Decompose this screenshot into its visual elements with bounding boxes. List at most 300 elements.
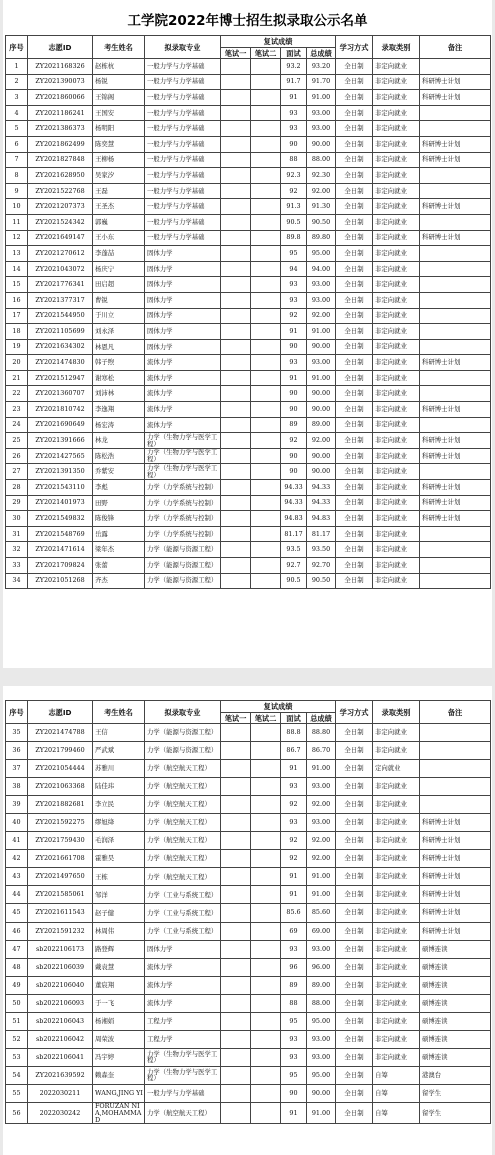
cell-id: ZY2021709824 xyxy=(28,558,93,574)
cell-remark xyxy=(420,168,491,184)
cell-written1 xyxy=(221,922,251,940)
cell-category: 非定向就业 xyxy=(373,868,420,886)
cell-mode: 全日制 xyxy=(336,480,373,496)
table-row xyxy=(6,976,491,994)
cell-interview: 92 xyxy=(281,850,307,868)
table-row xyxy=(6,558,491,574)
cell-remark: 硕博连读 xyxy=(420,1030,491,1048)
cell-interview: 88 xyxy=(281,152,307,168)
cell-remark: 硕博连读 xyxy=(420,994,491,1012)
header-interview: 面试 xyxy=(281,713,307,724)
cell-name: 戴袁慧 xyxy=(93,958,145,976)
cell-interview: 91.3 xyxy=(281,199,307,215)
cell-written1 xyxy=(221,832,251,850)
cell-name: 吴家汐 xyxy=(93,168,145,184)
cell-written1 xyxy=(221,1030,251,1048)
cell-category: 非定向就业 xyxy=(373,121,420,137)
cell-mode: 全日制 xyxy=(336,183,373,199)
cell-name: 林周伟 xyxy=(93,922,145,940)
cell-written1 xyxy=(221,152,251,168)
cell-mode: 全日制 xyxy=(336,558,373,574)
cell-category: 非定向就业 xyxy=(373,152,420,168)
cell-written1 xyxy=(221,724,251,742)
cell-id: ZY2021759430 xyxy=(28,832,93,850)
cell-interview: 92 xyxy=(281,183,307,199)
table-row xyxy=(6,760,491,778)
cell-name: 周荣波 xyxy=(93,1030,145,1048)
cell-written2 xyxy=(251,994,281,1012)
cell-seq: 24 xyxy=(6,417,28,433)
cell-mode: 全日制 xyxy=(336,573,373,589)
header-remark: 备注 xyxy=(420,36,491,59)
cell-name: 李彪 xyxy=(93,480,145,496)
cell-mode: 全日制 xyxy=(336,136,373,152)
cell-mode: 全日制 xyxy=(336,832,373,850)
cell-total: 69.00 xyxy=(307,922,336,940)
header-seq: 序号 xyxy=(6,36,28,59)
cell-written2 xyxy=(251,355,281,371)
cell-seq: 21 xyxy=(6,370,28,386)
cell-major: 流体力学 xyxy=(145,417,221,433)
cell-seq: 8 xyxy=(6,168,28,184)
cell-total: 92.00 xyxy=(307,308,336,324)
cell-total: 94.33 xyxy=(307,480,336,496)
cell-mode: 全日制 xyxy=(336,1084,373,1102)
cell-written2 xyxy=(251,814,281,832)
cell-major: 力学（能源与资源工程） xyxy=(145,724,221,742)
cell-id: ZY2021386373 xyxy=(28,121,93,137)
cell-name: 田启超 xyxy=(93,277,145,293)
cell-mode: 全日制 xyxy=(336,1102,373,1123)
cell-category: 自筹 xyxy=(373,1102,420,1123)
header-category: 录取类别 xyxy=(373,36,420,59)
cell-category: 非定向就业 xyxy=(373,168,420,184)
cell-id: sb2022106041 xyxy=(28,1048,93,1066)
cell-interview: 92.3 xyxy=(281,168,307,184)
cell-major: 固体力学 xyxy=(145,261,221,277)
cell-written1 xyxy=(221,778,251,796)
table-row xyxy=(6,495,491,511)
cell-category: 非定向就业 xyxy=(373,417,420,433)
cell-remark: 硕博连读 xyxy=(420,1012,491,1030)
cell-total: 90.00 xyxy=(307,1084,336,1102)
cell-written1 xyxy=(221,976,251,994)
cell-interview: 91 xyxy=(281,370,307,386)
cell-major: 一般力学与力学基础 xyxy=(145,1084,221,1102)
table-row xyxy=(6,526,491,542)
cell-written1 xyxy=(221,370,251,386)
cell-total: 91.00 xyxy=(307,760,336,778)
cell-mode: 全日制 xyxy=(336,495,373,511)
cell-major: 力学（生物力学与医学工程） xyxy=(145,1048,221,1066)
cell-seq: 18 xyxy=(6,324,28,340)
document-title: 工学院2022年博士招生拟录取公示名单 xyxy=(127,13,368,29)
cell-id: ZY2021592275 xyxy=(28,814,93,832)
cell-major: 流体力学 xyxy=(145,958,221,976)
cell-major: 一般力学与力学基础 xyxy=(145,59,221,75)
cell-written1 xyxy=(221,511,251,527)
table-row xyxy=(6,246,491,262)
cell-written2 xyxy=(251,904,281,922)
cell-id: ZY2021168326 xyxy=(28,59,93,75)
cell-mode: 全日制 xyxy=(336,230,373,246)
cell-seq: 19 xyxy=(6,339,28,355)
cell-id: ZY2021512947 xyxy=(28,370,93,386)
cell-interview: 93 xyxy=(281,105,307,121)
cell-total: 86.70 xyxy=(307,742,336,760)
table-row xyxy=(6,121,491,137)
cell-written2 xyxy=(251,1030,281,1048)
table-row xyxy=(6,402,491,418)
cell-category: 非定向就业 xyxy=(373,778,420,796)
cell-seq: 15 xyxy=(6,277,28,293)
cell-id: ZY2021862499 xyxy=(28,136,93,152)
cell-seq: 40 xyxy=(6,814,28,832)
cell-written1 xyxy=(221,464,251,480)
cell-major: 力学（航空航天工程） xyxy=(145,778,221,796)
cell-remark: 科研博士计划 xyxy=(420,90,491,106)
header-major: 拟录取专业 xyxy=(145,36,221,59)
cell-written2 xyxy=(251,724,281,742)
cell-major: 力学（生物力学与医学工程） xyxy=(145,448,221,464)
table-row xyxy=(6,152,491,168)
cell-written1 xyxy=(221,277,251,293)
cell-category: 非定向就业 xyxy=(373,994,420,1012)
cell-mode: 全日制 xyxy=(336,1012,373,1030)
cell-written2 xyxy=(251,152,281,168)
cell-seq: 41 xyxy=(6,832,28,850)
table-row xyxy=(6,277,491,293)
cell-category: 非定向就业 xyxy=(373,1012,420,1030)
cell-id: 2022030242 xyxy=(28,1102,93,1123)
cell-seq: 11 xyxy=(6,214,28,230)
cell-total: 92.00 xyxy=(307,796,336,814)
table-body-1 xyxy=(6,59,491,589)
cell-written2 xyxy=(251,370,281,386)
cell-remark xyxy=(420,277,491,293)
cell-total: 90.50 xyxy=(307,214,336,230)
table-row xyxy=(6,59,491,75)
cell-id: ZY2021649147 xyxy=(28,230,93,246)
cell-category: 非定向就业 xyxy=(373,214,420,230)
cell-mode: 全日制 xyxy=(336,339,373,355)
cell-category: 非定向就业 xyxy=(373,277,420,293)
cell-total: 92.30 xyxy=(307,168,336,184)
cell-total: 93.00 xyxy=(307,292,336,308)
cell-remark: 科研博士计划 xyxy=(420,904,491,922)
cell-category: 自筹 xyxy=(373,1066,420,1084)
cell-category: 非定向就业 xyxy=(373,74,420,90)
cell-total: 88.00 xyxy=(307,152,336,168)
cell-major: 一般力学与力学基础 xyxy=(145,168,221,184)
cell-total: 93.00 xyxy=(307,814,336,832)
cell-written2 xyxy=(251,796,281,814)
cell-total: 92.00 xyxy=(307,433,336,449)
cell-id: ZY2021360707 xyxy=(28,386,93,402)
cell-id: ZY2021799460 xyxy=(28,742,93,760)
cell-interview: 81.17 xyxy=(281,526,307,542)
cell-written2 xyxy=(251,168,281,184)
cell-written1 xyxy=(221,105,251,121)
cell-written2 xyxy=(251,940,281,958)
cell-remark: 科研博士计划 xyxy=(420,230,491,246)
cell-total: 91.00 xyxy=(307,1102,336,1123)
cell-written2 xyxy=(251,230,281,246)
cell-mode: 全日制 xyxy=(336,152,373,168)
cell-seq: 29 xyxy=(6,495,28,511)
cell-seq: 14 xyxy=(6,261,28,277)
cell-written2 xyxy=(251,464,281,480)
table-row xyxy=(6,433,491,449)
cell-interview: 69 xyxy=(281,922,307,940)
cell-interview: 93 xyxy=(281,355,307,371)
cell-mode: 全日制 xyxy=(336,778,373,796)
cell-written1 xyxy=(221,433,251,449)
cell-major: 力学（能源与资源工程） xyxy=(145,542,221,558)
cell-mode: 全日制 xyxy=(336,324,373,340)
cell-major: 力学（航空航天工程） xyxy=(145,814,221,832)
cell-written2 xyxy=(251,742,281,760)
cell-id: ZY2021661708 xyxy=(28,850,93,868)
cell-seq: 50 xyxy=(6,994,28,1012)
cell-seq: 47 xyxy=(6,940,28,958)
cell-seq: 36 xyxy=(6,742,28,760)
cell-mode: 全日制 xyxy=(336,168,373,184)
header-category: 录取类别 xyxy=(373,701,420,724)
cell-major: 力学（力学系统与控制） xyxy=(145,480,221,496)
cell-id: sb2022106093 xyxy=(28,994,93,1012)
cell-name: 王圣杰 xyxy=(93,199,145,215)
cell-remark: 科研博士计划 xyxy=(420,402,491,418)
table-row xyxy=(6,868,491,886)
cell-id: ZY2021524342 xyxy=(28,214,93,230)
cell-total: 93.00 xyxy=(307,778,336,796)
cell-seq: 34 xyxy=(6,573,28,589)
cell-category: 非定向就业 xyxy=(373,355,420,371)
cell-remark: 科研博士计划 xyxy=(420,448,491,464)
cell-mode: 全日制 xyxy=(336,277,373,293)
cell-total: 93.00 xyxy=(307,105,336,121)
cell-category: 非定向就业 xyxy=(373,814,420,832)
cell-id: ZY2021063368 xyxy=(28,778,93,796)
cell-mode: 全日制 xyxy=(336,526,373,542)
table-row xyxy=(6,136,491,152)
document-page-2 xyxy=(3,686,492,1155)
cell-interview: 93.5 xyxy=(281,542,307,558)
cell-id: ZY2021105699 xyxy=(28,324,93,340)
table-row xyxy=(6,940,491,958)
cell-remark xyxy=(420,339,491,355)
cell-category: 非定向就业 xyxy=(373,230,420,246)
table-row xyxy=(6,417,491,433)
cell-category: 非定向就业 xyxy=(373,1030,420,1048)
cell-total: 91.30 xyxy=(307,199,336,215)
cell-remark: 硕博连读 xyxy=(420,976,491,994)
cell-name: 张蕾 xyxy=(93,558,145,574)
cell-total: 93.00 xyxy=(307,940,336,958)
cell-remark xyxy=(420,105,491,121)
cell-written2 xyxy=(251,121,281,137)
cell-total: 85.60 xyxy=(307,904,336,922)
cell-remark: 科研博士计划 xyxy=(420,199,491,215)
cell-remark: 硕博连读 xyxy=(420,940,491,958)
cell-mode: 全日制 xyxy=(336,464,373,480)
cell-total: 90.00 xyxy=(307,136,336,152)
table-row xyxy=(6,448,491,464)
cell-name: 齐杰 xyxy=(93,573,145,589)
cell-interview: 90 xyxy=(281,386,307,402)
cell-written1 xyxy=(221,868,251,886)
cell-written1 xyxy=(221,1102,251,1123)
cell-written2 xyxy=(251,402,281,418)
cell-id: ZY2021827848 xyxy=(28,152,93,168)
cell-written2 xyxy=(251,1048,281,1066)
cell-seq: 48 xyxy=(6,958,28,976)
cell-total: 92.00 xyxy=(307,183,336,199)
cell-name: 杨湘娟 xyxy=(93,1012,145,1030)
cell-seq: 56 xyxy=(6,1102,28,1123)
cell-remark: 科研博士计划 xyxy=(420,495,491,511)
cell-remark: 科研博士计划 xyxy=(420,922,491,940)
cell-mode: 全日制 xyxy=(336,1048,373,1066)
cell-written2 xyxy=(251,433,281,449)
cell-mode: 全日制 xyxy=(336,59,373,75)
table-body-2 xyxy=(6,724,491,1124)
cell-interview: 85.6 xyxy=(281,904,307,922)
cell-interview: 93.2 xyxy=(281,59,307,75)
cell-name: 苏雅川 xyxy=(93,760,145,778)
cell-interview: 90.5 xyxy=(281,214,307,230)
cell-remark: 科研博士计划 xyxy=(420,832,491,850)
cell-written2 xyxy=(251,868,281,886)
cell-major: 工程力学 xyxy=(145,1030,221,1048)
cell-name: 毛润泽 xyxy=(93,832,145,850)
cell-name: 陈俊锋 xyxy=(93,511,145,527)
cell-interview: 92 xyxy=(281,832,307,850)
cell-written2 xyxy=(251,199,281,215)
cell-mode: 全日制 xyxy=(336,922,373,940)
cell-remark xyxy=(420,292,491,308)
cell-total: 90.00 xyxy=(307,448,336,464)
cell-mode: 全日制 xyxy=(336,1030,373,1048)
cell-category: 非定向就业 xyxy=(373,324,420,340)
cell-mode: 全日制 xyxy=(336,994,373,1012)
cell-written2 xyxy=(251,136,281,152)
cell-seq: 32 xyxy=(6,542,28,558)
cell-id: ZY2021860066 xyxy=(28,90,93,106)
cell-written1 xyxy=(221,308,251,324)
cell-name: 曹锐 xyxy=(93,292,145,308)
cell-major: 流体力学 xyxy=(145,355,221,371)
cell-total: 96.00 xyxy=(307,958,336,976)
cell-id: ZY2021207373 xyxy=(28,199,93,215)
cell-total: 89.00 xyxy=(307,976,336,994)
cell-written1 xyxy=(221,121,251,137)
cell-mode: 全日制 xyxy=(336,355,373,371)
cell-name: 王栋 xyxy=(93,868,145,886)
cell-written1 xyxy=(221,850,251,868)
cell-interview: 86.7 xyxy=(281,742,307,760)
cell-seq: 12 xyxy=(6,230,28,246)
admission-table-1 xyxy=(5,35,491,589)
cell-seq: 7 xyxy=(6,152,28,168)
cell-mode: 全日制 xyxy=(336,121,373,137)
cell-interview: 90 xyxy=(281,402,307,418)
cell-interview: 91.7 xyxy=(281,74,307,90)
cell-category: 非定向就业 xyxy=(373,558,420,574)
cell-written2 xyxy=(251,976,281,994)
cell-major: 固体力学 xyxy=(145,940,221,958)
cell-category: 非定向就业 xyxy=(373,742,420,760)
cell-category: 非定向就业 xyxy=(373,526,420,542)
cell-interview: 93 xyxy=(281,778,307,796)
header-name: 考生姓名 xyxy=(93,701,145,724)
table-row xyxy=(6,958,491,976)
cell-category: 非定向就业 xyxy=(373,832,420,850)
table-row xyxy=(6,464,491,480)
cell-written1 xyxy=(221,168,251,184)
table-row xyxy=(6,480,491,496)
cell-remark: 科研博士计划 xyxy=(420,152,491,168)
cell-seq: 9 xyxy=(6,183,28,199)
cell-name: 林龙 xyxy=(93,433,145,449)
cell-written2 xyxy=(251,958,281,976)
cell-interview: 93 xyxy=(281,1030,307,1048)
cell-remark xyxy=(420,778,491,796)
cell-seq: 49 xyxy=(6,976,28,994)
cell-major: 流体力学 xyxy=(145,370,221,386)
header-written2: 笔试二 xyxy=(251,48,281,59)
cell-interview: 90 xyxy=(281,448,307,464)
cell-written1 xyxy=(221,417,251,433)
cell-id: ZY2021776341 xyxy=(28,277,93,293)
header-seq: 序号 xyxy=(6,701,28,724)
cell-remark xyxy=(420,760,491,778)
cell-name: 赖森奎 xyxy=(93,1066,145,1084)
cell-id: ZY2021474830 xyxy=(28,355,93,371)
cell-interview: 96 xyxy=(281,958,307,976)
cell-remark: 硕博连读 xyxy=(420,1048,491,1066)
cell-remark: 科研博士计划 xyxy=(420,850,491,868)
cell-interview: 94.33 xyxy=(281,480,307,496)
cell-seq: 39 xyxy=(6,796,28,814)
cell-category: 非定向就业 xyxy=(373,542,420,558)
cell-interview: 93 xyxy=(281,940,307,958)
cell-seq: 43 xyxy=(6,868,28,886)
cell-written2 xyxy=(251,495,281,511)
cell-major: 力学（航空航天工程） xyxy=(145,868,221,886)
cell-major: 力学（力学系统与控制） xyxy=(145,526,221,542)
cell-total: 88.00 xyxy=(307,994,336,1012)
cell-category: 非定向就业 xyxy=(373,246,420,262)
cell-major: 一般力学与力学基础 xyxy=(145,199,221,215)
cell-remark: 科研博士计划 xyxy=(420,74,491,90)
cell-id: ZY2021051268 xyxy=(28,573,93,589)
cell-major: 工程力学 xyxy=(145,1012,221,1030)
table-row xyxy=(6,386,491,402)
cell-mode: 全日制 xyxy=(336,724,373,742)
cell-remark xyxy=(420,59,491,75)
cell-written2 xyxy=(251,850,281,868)
cell-mode: 全日制 xyxy=(336,1066,373,1084)
cell-seq: 46 xyxy=(6,922,28,940)
cell-major: 力学（工业与系统工程） xyxy=(145,922,221,940)
table-row xyxy=(6,230,491,246)
cell-interview: 91 xyxy=(281,324,307,340)
cell-major: 一般力学与力学基础 xyxy=(145,183,221,199)
header-mode: 学习方式 xyxy=(336,701,373,724)
cell-major: 固体力学 xyxy=(145,339,221,355)
